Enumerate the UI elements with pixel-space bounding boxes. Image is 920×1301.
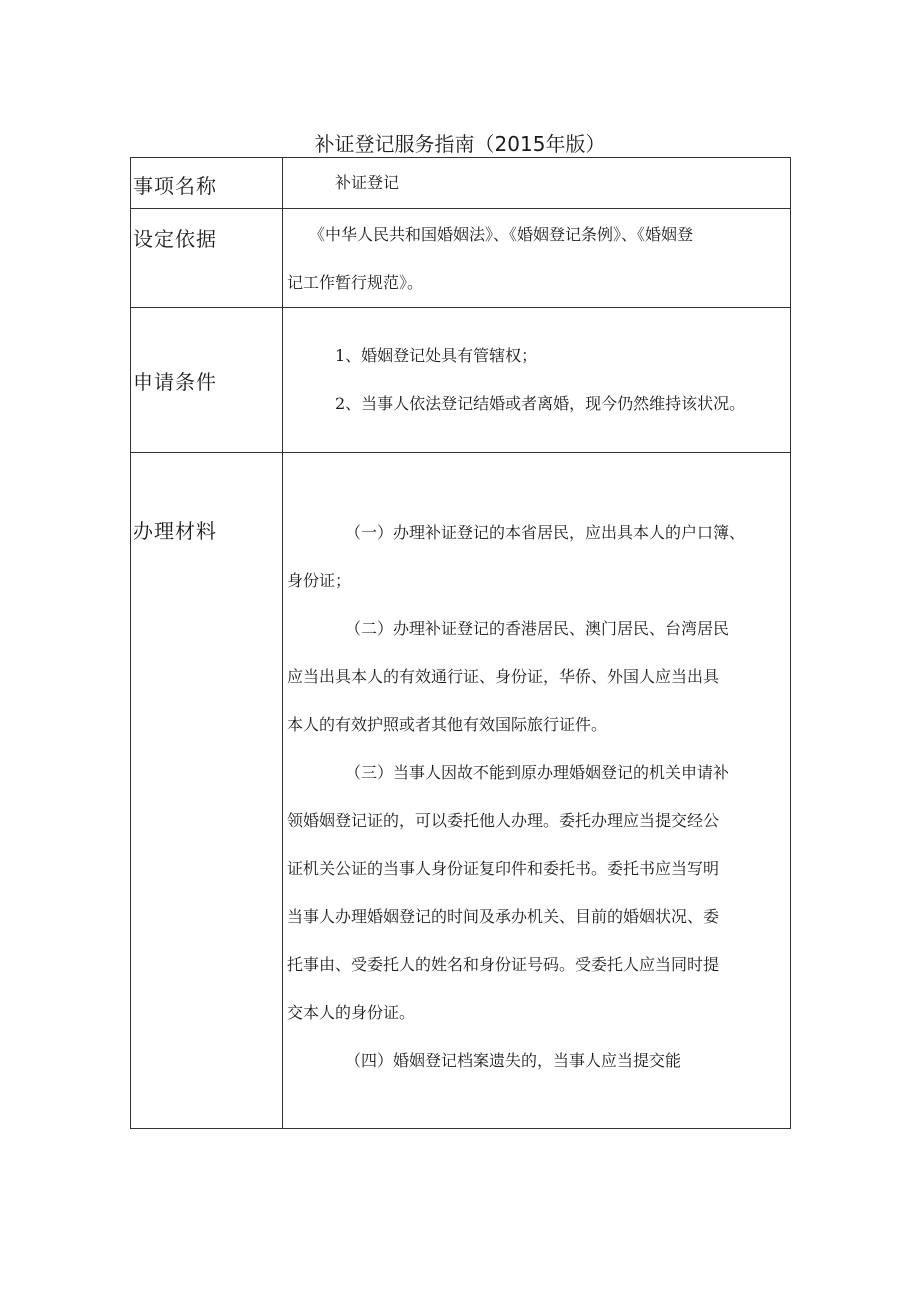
basis-line-2: 记工作暂行规范》。 [287,273,424,292]
table-row-materials [131,453,791,1129]
basis-label: 设定依据 [133,227,217,251]
materials-line: 交本人的身份证。 [287,1003,416,1022]
materials-line: 托事由、受委托人的姓名和身份证号码。受委托人应当同时提 [287,955,720,974]
item-label: 事项名称 [133,174,217,198]
materials-line: （二）办理补证登记的香港居民、澳门居民、台湾居民 [345,619,730,638]
guide-table [130,157,791,1129]
materials-line: 当事人办理婚姻登记的时间及承办机关、目前的婚姻状况、委 [287,907,720,926]
materials-label: 办理材料 [133,519,217,543]
materials-line: （三）当事人因故不能到原办理婚姻登记的机关申请补 [345,763,730,782]
materials-content-cell [283,453,791,1129]
materials-line: 应当出具本人的有效通行证、身份证，华侨、外国人应当出具 [287,667,720,686]
table-row-item [131,158,791,209]
basis-content-cell [283,209,791,308]
conditions-label-cell [131,308,283,453]
item-content-cell [283,158,791,209]
materials-line: 领婚姻登记证的，可以委托他人办理。委托办理应当提交经公 [287,811,720,830]
condition-item-2: 2、当事人依法登记结婚或者离婚，现今仍然维持该状况。 [335,394,746,413]
basis-line-1: 《中华人民共和国婚姻法》、《婚姻登记条例》、《婚姻登 [309,225,694,244]
materials-label-cell [131,453,283,1129]
item-label-cell [131,158,283,209]
conditions-content-cell [283,308,791,453]
materials-line: （四）婚姻登记档案遗失的，当事人应当提交能 [345,1051,682,1070]
materials-text [287,453,790,1085]
item-text: 补证登记 [335,173,400,192]
materials-line: （一）办理补证登记的本省居民，应出具本人的户口簿、 [345,523,746,542]
table-row-conditions [131,308,791,453]
table-row-basis [131,209,791,308]
materials-line: 本人的有效护照或者其他有效国际旅行证件。 [287,715,608,734]
page-title: 补证登记服务指南（2015年版） [314,132,606,156]
materials-line: 证机关公证的当事人身份证复印件和委托书。委托书应当写明 [287,859,720,878]
conditions-label: 申请条件 [133,369,217,394]
basis-label-cell [131,209,283,308]
condition-item-1: 1、婚姻登记处具有管辖权； [335,346,538,365]
materials-line: 身份证； [287,571,352,590]
